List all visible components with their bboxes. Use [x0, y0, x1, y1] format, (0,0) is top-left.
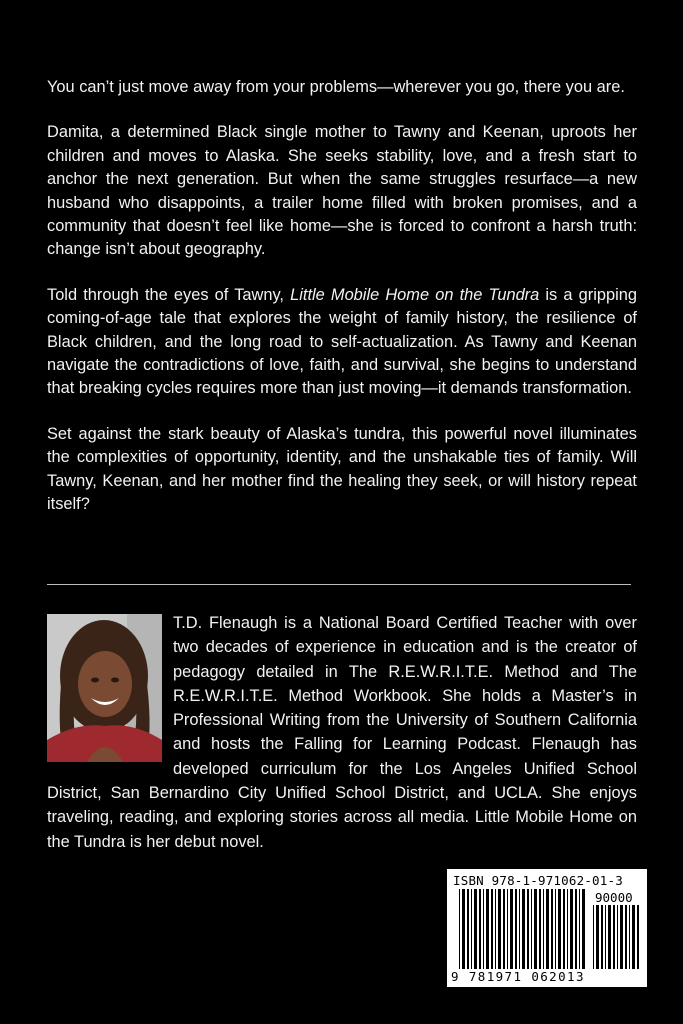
- author-portrait-image: [47, 614, 162, 762]
- blurb-paragraph-3-lead: Told through the eyes of Tawny,: [47, 285, 291, 304]
- blurb-paragraph-1: You can’t just move away from your problems—wherever you go, there you are.: [47, 78, 625, 96]
- blurb-paragraph-2: Damita, a determined Black single mother to Tawny and Keenan, uproots her children and moves to Alaska. She seeks stability, love, and a fresh start to anchor the next generation. But when the same struggles resurface—a new husband who disappoints, a trailer home filled with broken promises, and a community that doesn’t feel like home—she is forced to confront a harsh truth: change isn’t about geography.: [47, 123, 637, 259]
- ean-digits: 9 781971 062013: [451, 969, 585, 984]
- author-photo: [47, 614, 162, 762]
- blurb-paragraph-3: [47, 284, 637, 401]
- section-divider: [47, 584, 631, 585]
- book-title-italic: Little Mobile Home on the Tundra: [290, 285, 540, 304]
- blurb-paragraph-4: Set against the stark beauty of Alaska’s tundra, this powerful novel illuminates the complexities of opportunity, identity, and the unshakable ties of family. Will Tawny, Keenan, and her mother find the healing they seek, or will history repeat itself?: [47, 424, 637, 514]
- blurb-paragraph-3-rest: is a gripping coming-of-age tale that explores the weight of family history, the resilience of Black children, and the long road to self-actualization. As Tawny and Keenan navigate the contradictions of love, faith, and survival, she begins to understand that breaking cycles requires more than just moving—it demands transformation.: [47, 285, 637, 398]
- isbn-label: ISBN 978-1-971062-01-3: [453, 873, 623, 888]
- isbn-barcode: [447, 869, 647, 987]
- book-blurb: [47, 76, 637, 539]
- price-code: 90000: [595, 890, 633, 905]
- author-bio-text: T.D. Flenaugh is a National Board Certified Teacher with over two decades of experience in education and is the creator of pedagogy detailed in The R.E.W.R.I.T.E. Method and The R.E.W.R.I.T.E. Method Workbook. She holds a Master’s in Professional Writing from the University of Southern California and hosts the Falling for Learning Podcast. Flenaugh has developed curriculum for the Los Angeles Unified School District, San Bernardino City Unified School District, and UCLA. She enjoys traveling, reading, and exploring stories across all media. Little Mobile Home on the Tundra is her debut novel.: [47, 614, 637, 851]
